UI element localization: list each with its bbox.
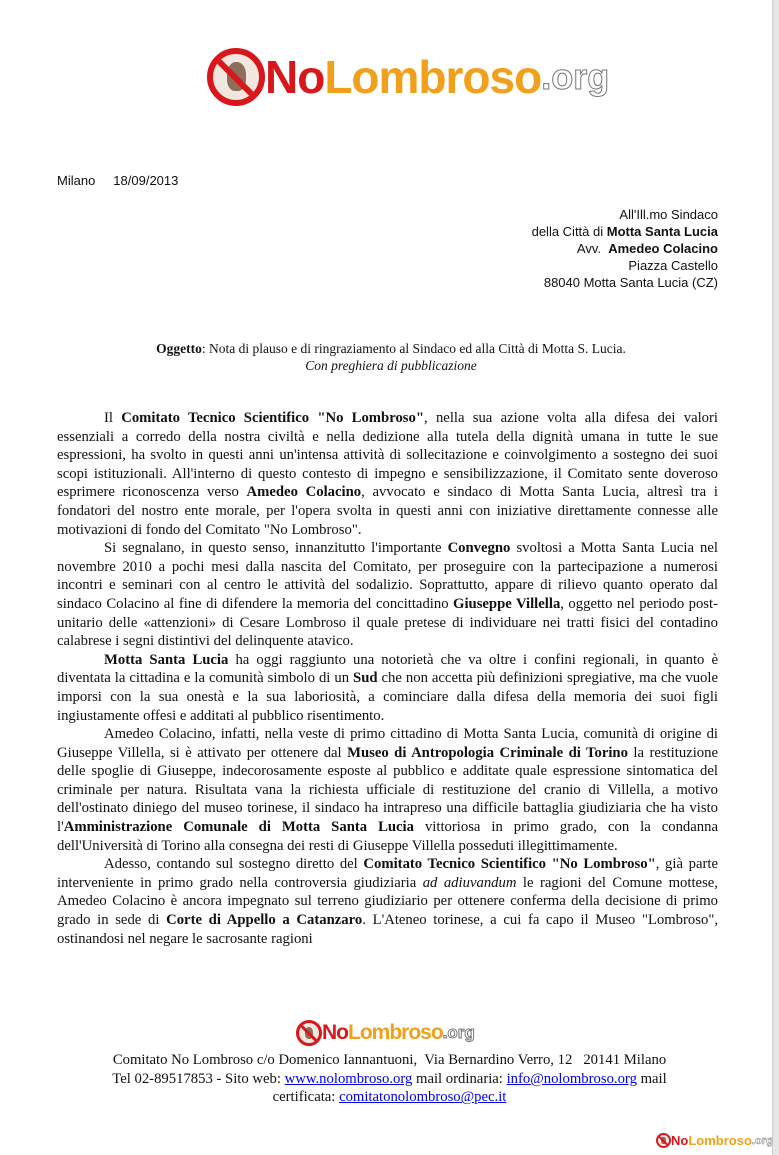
paragraph: Amedeo Colacino, infatti, nella veste di primo cittadino di Motta Santa Lucia, comunità di origine di Giuseppe Villella, si è attivato per ottenere dal Museo di Antropologia Criminale di Torino la restituzione delle spoglie di Giuseppe, indecorosamente esposte al pubblico e additate quale espressione sintomatica del criminale per natura. Risultata vana la richiesta ufficiale di restituzione del cranio di Villella, a motivo dell'ostinato diniego del museo torinese, il sindaco ha intrapreso una difficile battaglia giudiziaria che ha visto l'Amministrazione Comunale di Motta Santa Lucia vittoriosa in primo grado, con la condanna dell'Università di Torino alla consegna dei resti di Giuseppe Villella posseduti illegittimamente. [57, 726, 718, 854]
subject-label: Oggetto [156, 341, 202, 356]
logo-no-text: No [265, 51, 325, 103]
prohibition-icon [207, 48, 265, 106]
logo-lombroso-text: Lombroso [348, 1021, 443, 1044]
paragraph: Si segnalano, in questo senso, innanzitutto l'importante Convegno svoltosi a Motta Santa Lucia nel novembre 2010 a pochi mesi dalla nascita del Comitato, per proseguire con la partecipazione a numerosi incontri e seminari con al centro le attività del sodalizio. Soprattutto, appare di rilievo quanto operato dal sindaco Colacino al fine di difendere la memoria del concittadino Giuseppe Villella, oggetto nel periodo post-unitario delle «attenzioni» di Cesare Lombroso il quale pretese di individuare nei tratti fisici del contadino calabrese i segni distintivi del delinquente atavico. [57, 540, 718, 650]
subject-text: : Nota di plauso e di ringraziamento al Sindaco ed alla Città di Motta S. Lucia. [201, 341, 626, 356]
logo-org-text: .org [751, 1134, 773, 1147]
recipient-line: Avv. Amedeo Colacino [576, 241, 718, 256]
logo-org-text: .org [442, 1023, 475, 1042]
paragraph: Motta Santa Lucia ha oggi raggiunto una notorietà che va oltre i confini regionali, in quanto è diventata la cittadina e la comunità simbolo di un Sud che non accetta più definizioni spregiative, ma che vuole imporsi con la sua onestà e la sua laboriosità, a cominciare dalla difesa della memoria dei suoi figli ingiustamente offesi e additati al pubblico risentimento. [57, 651, 719, 724]
pec-link[interactable]: comitatonolombroso@pec.it [339, 1089, 507, 1106]
subject-note: Con preghiera di pubblicazione [305, 358, 477, 373]
subject [60, 340, 722, 374]
corner-watermark-logo [656, 1133, 773, 1148]
footer-logo [296, 1020, 475, 1046]
letter-body [57, 409, 718, 948]
website-link[interactable]: www.nolombroso.org [284, 1070, 413, 1087]
logo-no-text: No [322, 1021, 348, 1044]
date-line [57, 173, 178, 188]
date: 18/09/2013 [113, 173, 179, 188]
recipient-line: della Città di Motta Santa Lucia [531, 224, 718, 239]
recipient-line: 88040 Motta Santa Lucia (CZ) [543, 275, 718, 290]
recipient-line: Piazza Castello [628, 258, 718, 273]
footer-pec: certificata: comitatonolombroso@pec.it [272, 1089, 507, 1106]
logo-no-text: No [671, 1133, 689, 1148]
footer-contacts: Tel 02-89517853 - Sito web: www.nolombroso.org mail ordinaria: info@nolombroso.org mail [112, 1070, 667, 1087]
city: Milano [57, 173, 96, 188]
footer [57, 1051, 722, 1107]
page-edge-border [772, 0, 779, 1155]
nolombroso-logo [207, 48, 609, 106]
recipient-city: Motta Santa Lucia [606, 224, 718, 239]
email-link[interactable]: info@nolombroso.org [506, 1070, 637, 1087]
prohibition-icon [296, 1020, 322, 1046]
recipient-name: Amedeo Colacino [608, 241, 718, 256]
logo-org-text: .org [541, 56, 610, 97]
logo-lombroso-text: Lombroso [688, 1133, 752, 1148]
paragraph: Il Comitato Tecnico Scientifico "No Lombroso", nella sua azione volta alla difesa dei valori essenziali a corredo della nostra civiltà e nella dedizione alla tutela della dignità umana in tutte le sue espressioni, ha svolto in questi anni un'intensa attività di sollecitazione e coinvolgimento a sostegno dei suoi scopi istituzionali. All'interno di questo contesto di impegno e sensibilizzazione, il Comitato sente doveroso esprimere riconoscenza verso Amedeo Colacino, avvocato e sindaco di Motta Santa Lucia, altresì tra i fondatori del nostro ente morale, per l'opera svolta in questi anni con iniziative direttamente connesse alle motivazioni di fondo del Comitato "No Lombroso". [57, 410, 718, 538]
recipient-line: All'Ill.mo Sindaco [619, 207, 718, 222]
logo-lombroso-text: Lombroso [324, 51, 542, 103]
paragraph: Adesso, contando sul sostegno diretto del Comitato Tecnico Scientifico "No Lombroso", già parte interveniente in primo grado nella controversia giudiziaria ad adiuvandum le ragioni del Comune mottese, Amedeo Colacino è ancora impegnato sul terreno giudiziario per ottenere conferma della decisione di primo grado in sede di Corte di Appello a Catanzaro. L'Ateneo torinese, a cui fa capo il Museo "Lombroso", ostinandosi nel negare le sacrosante ragioni [57, 856, 718, 947]
recipient-address [532, 206, 718, 291]
footer-address: Comitato No Lombroso c/o Domenico Iannantuoni, Via Bernardino Verro, 12 20141 Milano [112, 1052, 667, 1068]
prohibition-icon [656, 1133, 671, 1148]
